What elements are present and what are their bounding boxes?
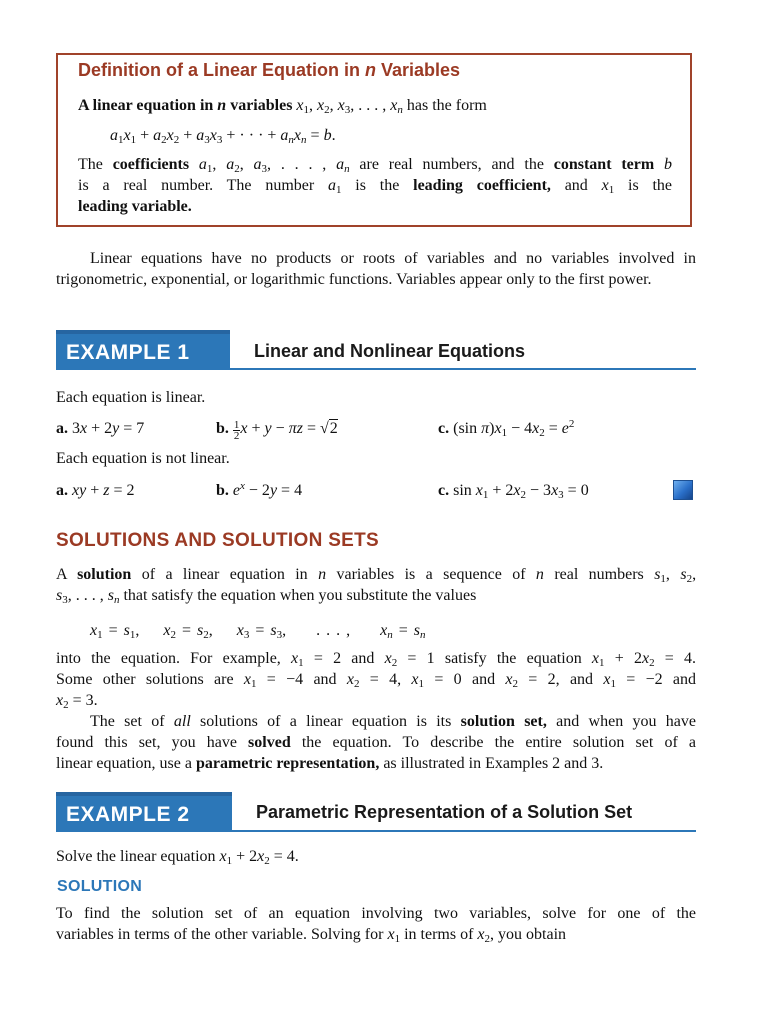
substitution-equations: $x_1 = s_1$, $x_2 = s_2$, $x_3 = s_3$, . . . , $x_n = s_n$ — [90, 622, 426, 641]
nonlinear-eq-a: a. xy + z = 2 — [56, 482, 135, 499]
example-solutions-paragraph: into the equation. For example, $x_1 = 2$ and $x_2 = 1$ satisfy the equation $x_1 + 2x_2 = 4$. Some other solutions are $x_1 = -4$ and $x_2 = 4$, $x_1 = 0$ and $x_2 = 2$, and $x_1 = -2$ and $x_2 = 3$. — [56, 650, 697, 711]
example-1-title: Linear and Nonlinear Equations — [254, 341, 526, 361]
linear-label: Each equation is linear. — [56, 389, 206, 406]
nonlinear-equations-row — [56, 480, 696, 502]
solution-text: To find the solution set of an equation involving two variables, solve for one of the variables in terms of the other variable. Solving for $x_1$ in terms of $x_2$, you obtain — [56, 905, 696, 945]
linear-eq-b: b. $\frac{1}{2}$ x + y − πz = √2 — [216, 419, 338, 442]
solution-definition-paragraph: A solution of a linear equation in n variables is a sequence of n real numbers $s_1$, $s_2$, $s_3$, . . . , $s_n$ that satisfy the equation when you substitute the values — [56, 566, 697, 606]
example-1-rule — [230, 368, 696, 370]
nonlinear-eq-b: b. $e^x - 2y = 4$ — [216, 480, 303, 499]
end-of-example-square-icon — [673, 480, 693, 500]
definition-form-equation: $a_1x_1 + a_2x_2 + a_3x_3$ + · · · + $a_nx_n = b$. — [110, 127, 336, 146]
example-2-badge: EXAMPLE 2 — [56, 792, 232, 832]
example-2-title: Parametric Representation of a Solution Set — [256, 802, 633, 822]
example-2-prompt: Solve the linear equation $x_1 + 2x_2 = 4$. — [56, 848, 299, 867]
solution-set-paragraph: The set of all solutions of a linear equation is its solution set, and when you have found this set, you have solved the equation. To describe the entire solution set of a linear equation, use a parametric representation, as illustrated in Examples 2 and 3. — [56, 713, 697, 772]
example-2-rule — [232, 830, 696, 832]
intro-paragraph: Linear equations have no products or roots of variables and no variables involved in trigonometric, exponential, or logarithmic functions. Variables appear only to the first power. — [56, 250, 696, 288]
nonlinear-eq-c: c. $\sin x_1 + 2x_2 - 3x_3 = 0$ — [438, 482, 589, 501]
linear-eq-c: c. (sin $\pi)x_1 - 4x_2 = e^2$ — [438, 418, 575, 439]
definition-title: Definition of a Linear Equation in n Variables — [78, 60, 461, 80]
example-1-badge: EXAMPLE 1 — [56, 330, 230, 370]
nonlinear-label: Each equation is not linear. — [56, 450, 230, 467]
definition-body: The coefficients $a_1$, $a_2$, $a_3$, . . . , $a_n$ are real numbers, and the constant term b is a real number. The number $a_1$ is the leading coefficient, and $x_1$ is the leading variable. — [78, 156, 673, 215]
linear-equations-row — [56, 418, 696, 440]
definition-line-1: A linear equation in n variables $x_1$, $x_2$, $x_3$, . . . , $x_n$ has the form — [78, 97, 487, 116]
linear-eq-a: a. 3x + 2y = 7 — [56, 420, 145, 437]
section-heading: SOLUTIONS AND SOLUTION SETS — [56, 530, 380, 551]
solution-heading: SOLUTION — [57, 878, 143, 895]
